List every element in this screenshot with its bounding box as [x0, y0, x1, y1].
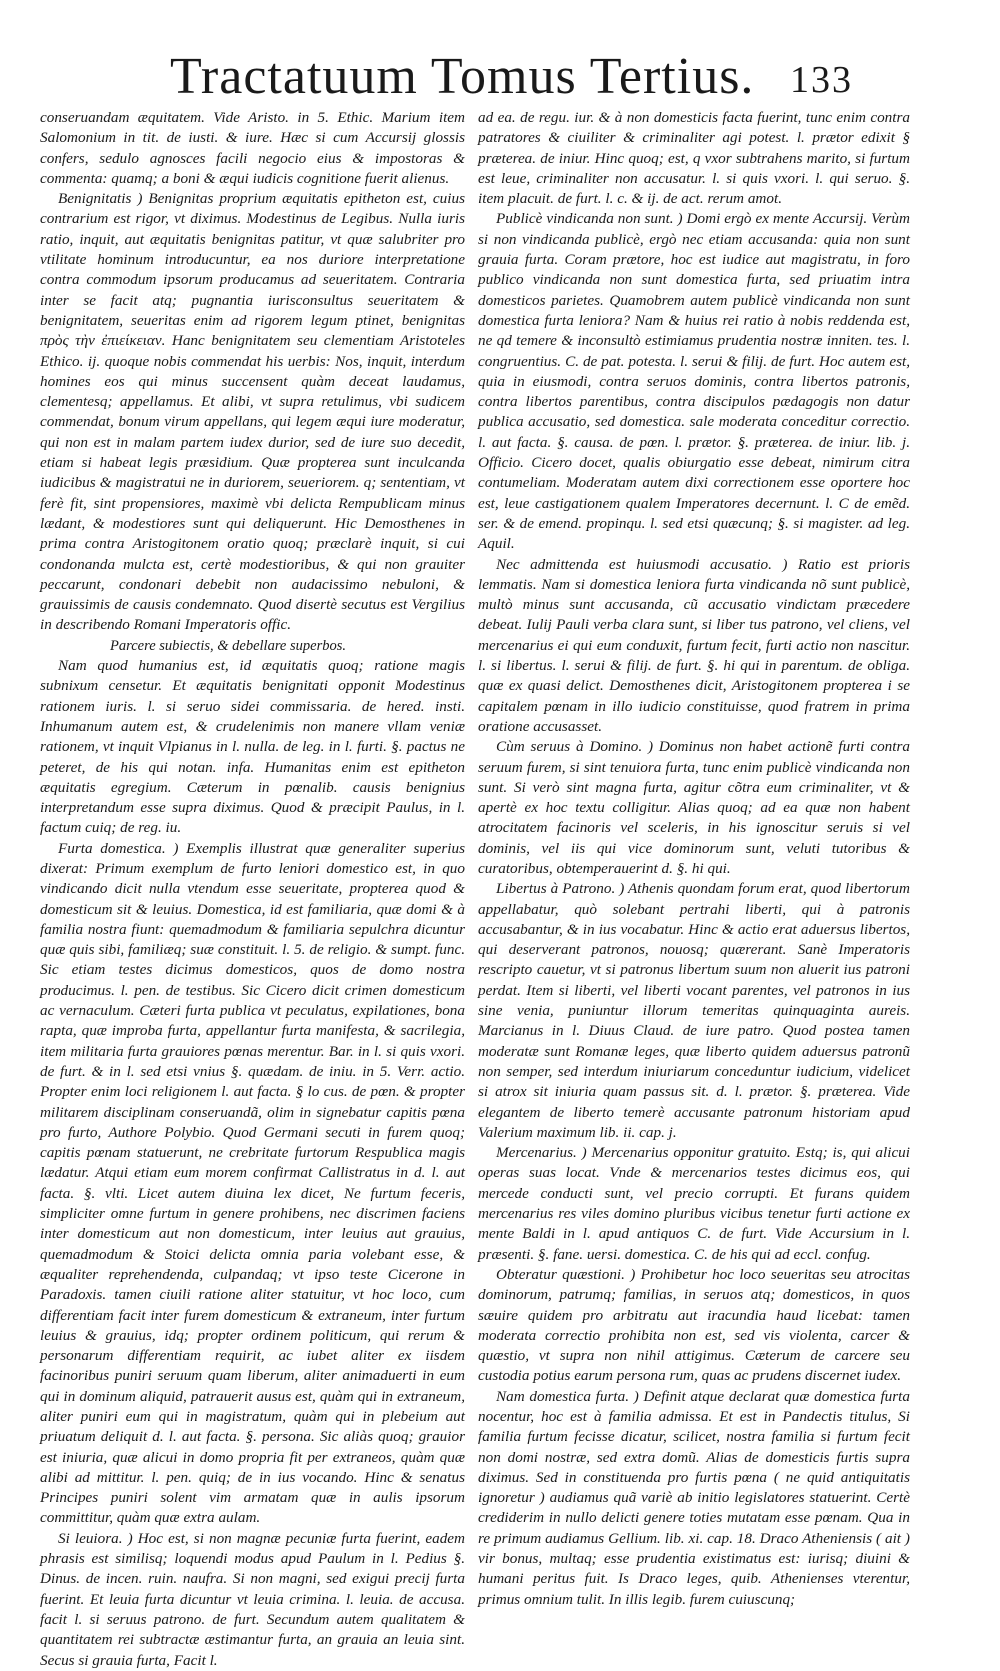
paragraph: Cùm seruus à Domino. ) Dominus non habet actionẽ furti contra seruum furem, si sint tenuiora furta, tunc enim publicè vindicanda non sunt. Si verò sint magna furta, agitur cõtra eum criminaliter, vt & apertè ex hoc textu colligitur. Alias quoq; ad ea quæ non habent atrocitatem facinoris vel sceleris, in his ignoscitur seruis si vel dominis, vel iis qui vice dominorum sunt, veluti tutoribus & curatoribus, obtemperauerint d. §. hi qui.: [478, 738, 910, 877]
paragraph: Nam quod humanius est, id æquitatis quoq; ratione magis subnixum censetur. Et æquitatis benignitati opponit Modestinus rationem iuris. l. si seruo sidei commissaria. de hered. insti. Inhumanum autem est, & crudelenimis non manere vllam veniæ rationem, vt inquit Vlpianus in l. nulla. de leg. in l. furti. §. pactus ne peteret, de his qui notan. infa. Humanitas enim est epitheton æquitatis egregium. Cæterum in pœnalib. causis benignius interpretandum esse supra diximus. Quod & præcipit Paulus, in l. factum cuiq; de reg. iu.: [40, 657, 465, 837]
paragraph: Nam domestica furta. ) Definit atque declarat quæ domestica furta nocentur, hoc est à familia admissa. Et est in Pandectis titulus, Si familia furtum fecisse dicatur, scilicet, nostra familia si furtum fecit non domi nostræ, sed extra domũ. Alias de domesticis furtis supra diximus. Sed in constituenda pro furtis pœna ( ne quid antiquitatis ignoretur ) audiamus quã variè ab initio legislatores statuerint. Certè crediderim in nullo delicti genere toties mutatam esse pœnam. Qua in re primum audiamus Gellium. lib. xi. cap. 18. Draco Atheniensis ( ait ) vir bonus, multaq; esse prudentia existimatus est: iurisq; diuini & humani peritus fuit. Is Draco leges, quib. Athenienses vterentur, primus omnium tulit. In illis legib. furem cuiuscunq;: [478, 1387, 910, 1608]
running-title: Tractatuum Tomus Tertius.: [170, 48, 755, 105]
paragraph: Furta domestica. ) Exemplis illustrat quæ generaliter superius dixerat: Primum exemplum de furto leniori domestico est, in quo vindicando dicit nulla vtendum esse seueritate, propterea quod & domesticum sit & leuius. Domestica, id est familiaria, quæ domi & à familia nostra fiunt: quemadmodum & familiaria sepulchra dicuntur quæ quis sibi, familiæq; suæ constituit. l. 5. de religio. & sumpt. func. Sic etiam testes dicimus domesticos, quos de domo nostra producimus. l. pen. de testibus. Sic Cicero dicit crimen domesticum ac vernaculum. Cæteri furta publica vt peculatus, expilationes, bona rapta, quæ improba furta, appellantur furta manifesta, & sacrilegia, item militaria furta grauiores pœnas merentur. Bar. in l. si quis vxori. de furt. & in l. sed etsi vnius §. quædam. de iniu. in 5. Verr. actio. Propter enim loci religionem l. aut facta. § lo cus. de pœn. & propter militarem disciplinam conseruandã, olim in signebatur capitis pœna pro furto, Authore Polybio. Quod Germani secuti in furem quoq; capitis pœnam statuerunt, ne crebritate furtorum Respublica magis lædatur. Atqui etiam eum morem confirmat Callistratus in d. l. aut facta. §. vlti. Licet autem diuina lex dicet, Ne furtum feceris, simpliciter omne furtum in genere prohibens, nec discrimen faciens inter domesticum aut non domesticum, inter leuius aut grauius, quemadmodum & Stoici delicta omnia paria volebant esse, & æqualiter reprehendenda, culpandaq; vt ipso teste Cicerone in Paradoxis. tamen ciuili ratione aliter statuitur, vt hoc loco, cum differentiam facit inter furem domesticum & extraneum, inter furtum leuius & grauius, idq; propter ordinem politicum, qui rerum & personarum differentiam requirit, ac iubet aliter ex iisdem facinoribus puniri seruum quam liberum, aliter animaduerti in eum qui in dominum aliquid, patrauerit ausus est, quàm qui in extraneum, aliter puniri eum qui in magistratum, quàm qui in plebeium aut priuatum deliquit d. l. aut facta. §. persona. Sic aliàs quoq; grauior est iniuria, quæ alicui in domo propria fit per extraneos, quàm quæ alibi ad mittitur. l. pen. quiq; de in ius vocando. Hinc & senatus Principes puniri solent vim armatam quæ in aulis ipsorum committitur, quàm quæ extra aulam.: [40, 839, 465, 1527]
page-number: 133: [790, 59, 853, 101]
paragraph: Si leuiora. ) Hoc est, si non magnæ pecuniæ furta fuerint, eadem phrasis est similisq; loquendi modus apud Paulum in l. Pedius §. Dinus. de incen. ruin. naufra. Si non magni, sed exigui precij furta fuerint. Et leuia furta dicuntur vt leuia crimina. l. leuia. de accusa. facit l. si seruus patrono. de furt. Secundum autem qualitatem & quantitatem rei subtractæ æstimantur furta, an grauia an leuia sint. Secus si grauia furta, Facit l.: [40, 1529, 465, 1669]
paragraph: Benignitatis ) Benignitas proprium æquitatis epitheton est, cuius contrarium est rigor, vt diximus. Modestinus de Legibus. Nulla iuris ratio, inquit, aut æquitatis benignitas patitur, vt quæ salubriter pro vtilitate hominum introducuntur, ea nos duriore interpretatione contra commodum ipsorum producamus ad seueritatem. Contraria inter se facit atq; pugnantia iurisconsultus seueritatem & benignitatem, seueritas enim ad rigorem legum ptinet, benignitas πρὸς τὴν ἐπιείκειαν. Hanc benignitatem seu clementiam Aristoteles Ethico. ij. quoque nobis commendat his uerbis: Nos, inquit, interdum homines eos qui minus succensent quàm deceat laudamus, clementesq; appellamus. Et alibi, vt supra retulimus, vbi sudicem commendat, bonum virum appellans, qui legem æqui iure moderatur, qui non est in malam partem iudex durior, sed de iure suo decedit, etiam si habeat legis præsidium. Quæ propterea sunt inculcanda iudicibus & magistratui ne in duriorem, seueriorem. q; sententiam, vt ferè fit, sint propensiores, maximè vbi delicta Rempublicam minus lædant, & modestiores sunt qui deliquerunt. Hic Demosthenes in prima contra Aristogitonem oratio quoq; præclarè inquit, si cui condonanda mulcta est, certè modestioribus, & qui non grauiter peccarunt, condonari debebit non audacissimo nebuloni, & grauissimis de causis condemnato. Quod disertè secutus est Vergilius in describendo Romani Imperatoris offic.: [40, 190, 465, 634]
left-column: [40, 108, 465, 1669]
paragraph: Nec admittenda est huiusmodi accusatio. ) Ratio est prioris lemmatis. Nam si domestica leniora furta vindicanda nõ sunt publicè, multò minus sunt accusanda, cũ accusatio vindictam præcedere debeat. Iulij Pauli verba clara sunt, si liber tus patrono, vel cliens, vel mercenarius ei qui eum conduxit, furtum fecit, furti actio non nascitur. l. si libertus. l. serui & filij. de furt. §. hi qui in parentum. de obliga. quæ ex quasi delict. Demosthenes dicit, Aristogitonem propterea i se capitalem pœnam in illo iudicio constituisse, quod fratrem in prima oratione accusasset.: [478, 555, 910, 735]
paragraph: conseruandam æquitatem. Vide Aristo. in 5. Ethic. Marium item Salomonium in tit. de iusti. & iure. Hæc si cum Accursij glossis confers, sedulo agnosces facili negocio eius & impostoras & commenta: quamq; a boni & æqui iudicis cognitione fuerit alienus.: [40, 109, 465, 187]
verse-quotation: Parcere subiectis, & debellare superbos.: [110, 637, 346, 654]
paragraph: Libertus à Patrono. ) Athenis quondam forum erat, quod libertorum appellabatur, quò solebant pertrahi liberti, qui à patronis accusabantur, & in ius vocabatur. Hinc & actio erat aduersus libertos, qui deserverant patronos, nouosq; quærerant. Sanè Imperatoris rescripto cauetur, vt si patronus libertum suum non aluerit ius patroni perdat. Item si liberti, vel liberti vocant parentes, vel patronos in ius sine venia, puniuntur illorum temeritas quinquaginta aureis. Marcianus in l. Diuus Claud. de iure patro. Quod postea tamen moderatæ sunt Romanæ leges, quæ liberto quidem aduersus patronũ non semper, sed interdum iniuriarum conceduntur iudicium, videlicet si atrox sit iniuria quam passus sit. d. l. prætor. §. præterea. Vide elegantem de liberto temerè accusante patronum historiam apud Valerium maximum lib. ii. cap. j.: [478, 880, 910, 1141]
paragraph: Mercenarius. ) Mercenarius opponitur gratuito. Estq; is, qui alicui operas suas locat. Vnde & mercenarios testes dicimus eos, qui mercede conducti sunt, vel precio corrupti. Et furans quidem mercenarius res viles domino pluribus vicibus tenetur furti actione ex mente Baldi in l. apud antiquos C. de furt. Vide Accursium in l. præsenti. §. fane. uersi. domestica. C. de his qui ad eccl. confug.: [478, 1144, 910, 1263]
page-header: [0, 42, 1000, 112]
right-column: [478, 108, 910, 1608]
paragraph: Publicè vindicanda non sunt. ) Domi ergò ex mente Accursij. Verùm si non vindicanda publicè, ergò nec etiam accusanda: quia non sunt grauia furta. Coram prætore, hoc est iudice aut magistratu, in foro publico vindicanda non sunt domestica furta, sed priuatim intra domesticos parietes. Quamobrem autem publicè vindicanda non sunt domestica furta leniora? Nam & huius rei ratio à nobis reddenda est, ne qd temere & inconsultò estimiamus prudentia nostræ inniten. tes. l. congruentius. C. de pat. potesta. l. serui & filij. de furt. Hoc autem est, quia in eiusmodi, contra seruos dominis, contra libertos patronis, contra libertos parentibus, contra discipulos pædagogis non datur publica accusatio, sed domestica. sale moderata conceditur correctio. l. aut facta. §. causa. de pœn. l. prætor. §. præterea. de iniur. lib. j. Officio. Cicero docet, qualis obiurgatio esse debeat, nimirum citra contumeliam. Moderatam autem dixi correctionem esse oportere hoc est, leue castigationem qualem Imperatores decernunt. l. C de emẽd. ser. & de emend. propinqu. l. sed etsi quæcunq; §. si magister. ad leg. Aquil.: [478, 210, 910, 553]
header-rule: [40, 104, 910, 105]
paragraph: ad ea. de regu. iur. & à non domesticis facta fuerint, tunc enim contra patratores & ciuiliter & criminaliter agi potest. l. prætor edixit § præterea. de iniur. Hinc quoq; est, q vxor subtrahens marito, si furtum est leue, criminaliter non accusatur. l. si quis vxori. l. qui seruo. §. item placuit. de furt. l. c. & ij. de act. rerum amot.: [478, 109, 910, 208]
paragraph: Obteratur quæstioni. ) Prohibetur hoc loco seueritas seu atrocitas dominorum, patrumq; familias, in seruos atq; domesticos, in quos sæuire quidem pro arbitratu aut iracundia haud licebat: tamen moderata correctio prohibita non est, sed vis violenta, carcer & quæstio, vt supra non nihil attigimus. Cæterum de carcere seu custodia potius earum persona rum, quas ac prudens discernet iudex.: [478, 1265, 910, 1385]
